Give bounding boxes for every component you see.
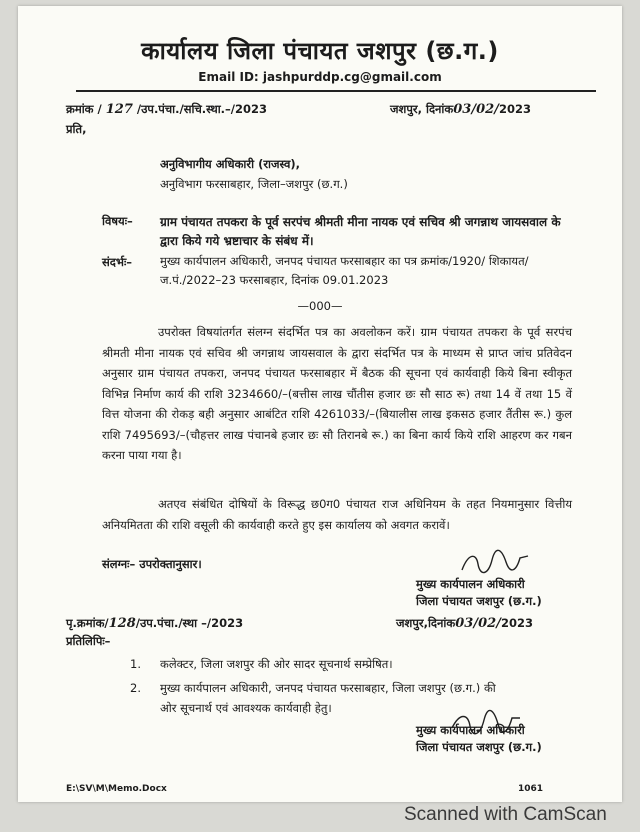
copy-date (396, 616, 533, 631)
place-date-label: जशपुर, दिनांक (390, 102, 454, 116)
recipient-line2: अनुविभाग फरसाबहार, जिला–जशपुर (छ.ग.) (160, 177, 348, 191)
separator: —000— (297, 299, 343, 313)
enclosure: संलग्नः– उपरोक्तानुसार। (102, 557, 202, 571)
copy-place-date-label: जशपुर,दिनांक (396, 616, 456, 630)
signature-1-title: मुख्य कार्यपालन अधिकारी (416, 577, 525, 591)
body-paragraph-2: अतएव संबंधित दोषियों के विरूद्ध छ0ग0 पंचायत राज अधिनियम के तहत नियमानुसार वित्तीय अनियमितता की राशि वसूली की कार्यवाही करते हुए इस कार्यालय को अवगत करावें। (102, 497, 572, 532)
scanner-watermark: Scanned with CamScan (404, 804, 607, 825)
date-handwritten: 03/02/ (453, 102, 499, 117)
signature-1-office: जिला पंचायत जशपुर (छ.ग.) (416, 594, 542, 608)
copy-item-text: मुख्य कार्यपालन अधिकारी, जनपद पंचायत फरसाबहार, जिला जशपुर (छ.ग.) की (160, 681, 496, 695)
ref-number: 127 (105, 102, 133, 117)
copy-date-year: 2023 (500, 616, 533, 630)
office-title: कार्यालय जिला पंचायत जशपुर (छ.ग.) (141, 37, 499, 65)
signature-scribble-1 (458, 546, 538, 580)
reference-label: संदर्भः– (102, 255, 133, 269)
subject-label: विषयः– (102, 214, 133, 228)
letter-page (18, 6, 622, 802)
footer-file-path: E:\SV\M\Memo.Docx (66, 784, 167, 794)
to-label: प्रति, (66, 122, 87, 136)
signature-2-title: मुख्य कार्यपालन अधिकारी (416, 723, 525, 737)
copy-item-num: 2. (130, 681, 141, 695)
office-email: Email ID: jashpurddp.cg@gmail.com (198, 70, 442, 84)
signature-2-office: जिला पंचायत जशपुर (छ.ग.) (416, 740, 542, 754)
copy-ref (66, 616, 243, 631)
recipient-line1: अनुविभागीय अधिकारी (राजस्व), (160, 157, 301, 171)
signature-block-1 (416, 576, 542, 610)
subject-text: ग्राम पंचायत तपकरा के पूर्व सरपंच श्रीमती मीना नायक एवं सचिव श्री जगन्नाथ जायसवाल के द्वारा किये गये भ्रष्टाचार के संबंध में। (160, 215, 561, 248)
footer-page-code: 1061 (518, 784, 544, 794)
copy-item-text-cont: ओर सूचनार्थ एवं आवश्यक कार्यवाही हेतु। (160, 701, 332, 715)
copy-item-num: 1. (130, 657, 141, 671)
ref-rest: /उप.पंचा./सचि.स्था.–/2023 (136, 102, 268, 116)
letter-ref (66, 102, 267, 117)
copy-ref-rest: /उप.पंचा./स्था –/2023 (135, 616, 244, 630)
copy-ref-label: पृ.क्रमांक/ (66, 616, 109, 630)
signature-block-2 (416, 722, 542, 756)
copy-item-text: कलेक्टर, जिला जशपुर की ओर सादर सूचनार्थ सम्प्रेषित। (160, 657, 393, 671)
body-paragraph-1: उपरोक्त विषयांतर्गत संलग्न संदर्भित पत्र का अवलोकन करें। ग्राम पंचायत तपकरा के पूर्व सरपंच श्रीमती मीना नायक एवं सचिव श्री जगन्नाथ जायसवाल के द्वारा संदर्भित पत्र के माध्यम से प्राप्त जांच प्रतिवेदन अनुसार ग्राम पंचायत तपकरा, जनपद पंचायत फरसाबहार में बैठक की सूचना एवं कार्यवाही किये बिना स्वीकृत विभिन्न निर्माण कार्य की राशि 3234660/–(बत्तीस लाख चौंतीस हजार छः सौ साठ रू) तथा 14 वें तथा 15 वें वित्त योजना की रोकड़ बही अनुसार आबंटित राशि 4261033/–(बियालीस लाख इकसठ हजार तैंतीस रू.) कुल राशि 7495693/–(चौहत्तर लाख पंचानबे हजार छः सौ तिरानबे रू.) का बिना कार्य किये राशि आहरण कर गबन करना पाया गया है। (102, 325, 572, 462)
date-year: 2023 (498, 102, 531, 116)
letter-date (390, 102, 531, 117)
copy-ref-number: 128 (108, 616, 136, 631)
copy-to-label: प्रतिलिपिः– (66, 634, 111, 648)
ref-label: क्रमांक / (66, 102, 102, 116)
header-divider (76, 90, 596, 92)
copy-date-handwritten: 03/02/ (455, 616, 501, 631)
reference-text: मुख्य कार्यपालन अधिकारी, जनपद पंचायत फरसाबहार का पत्र क्रमांक/1920/ शिकायत/ज.पं./2022–23 फरसाबहार, दिनांक 09.01.2023 (160, 254, 529, 287)
